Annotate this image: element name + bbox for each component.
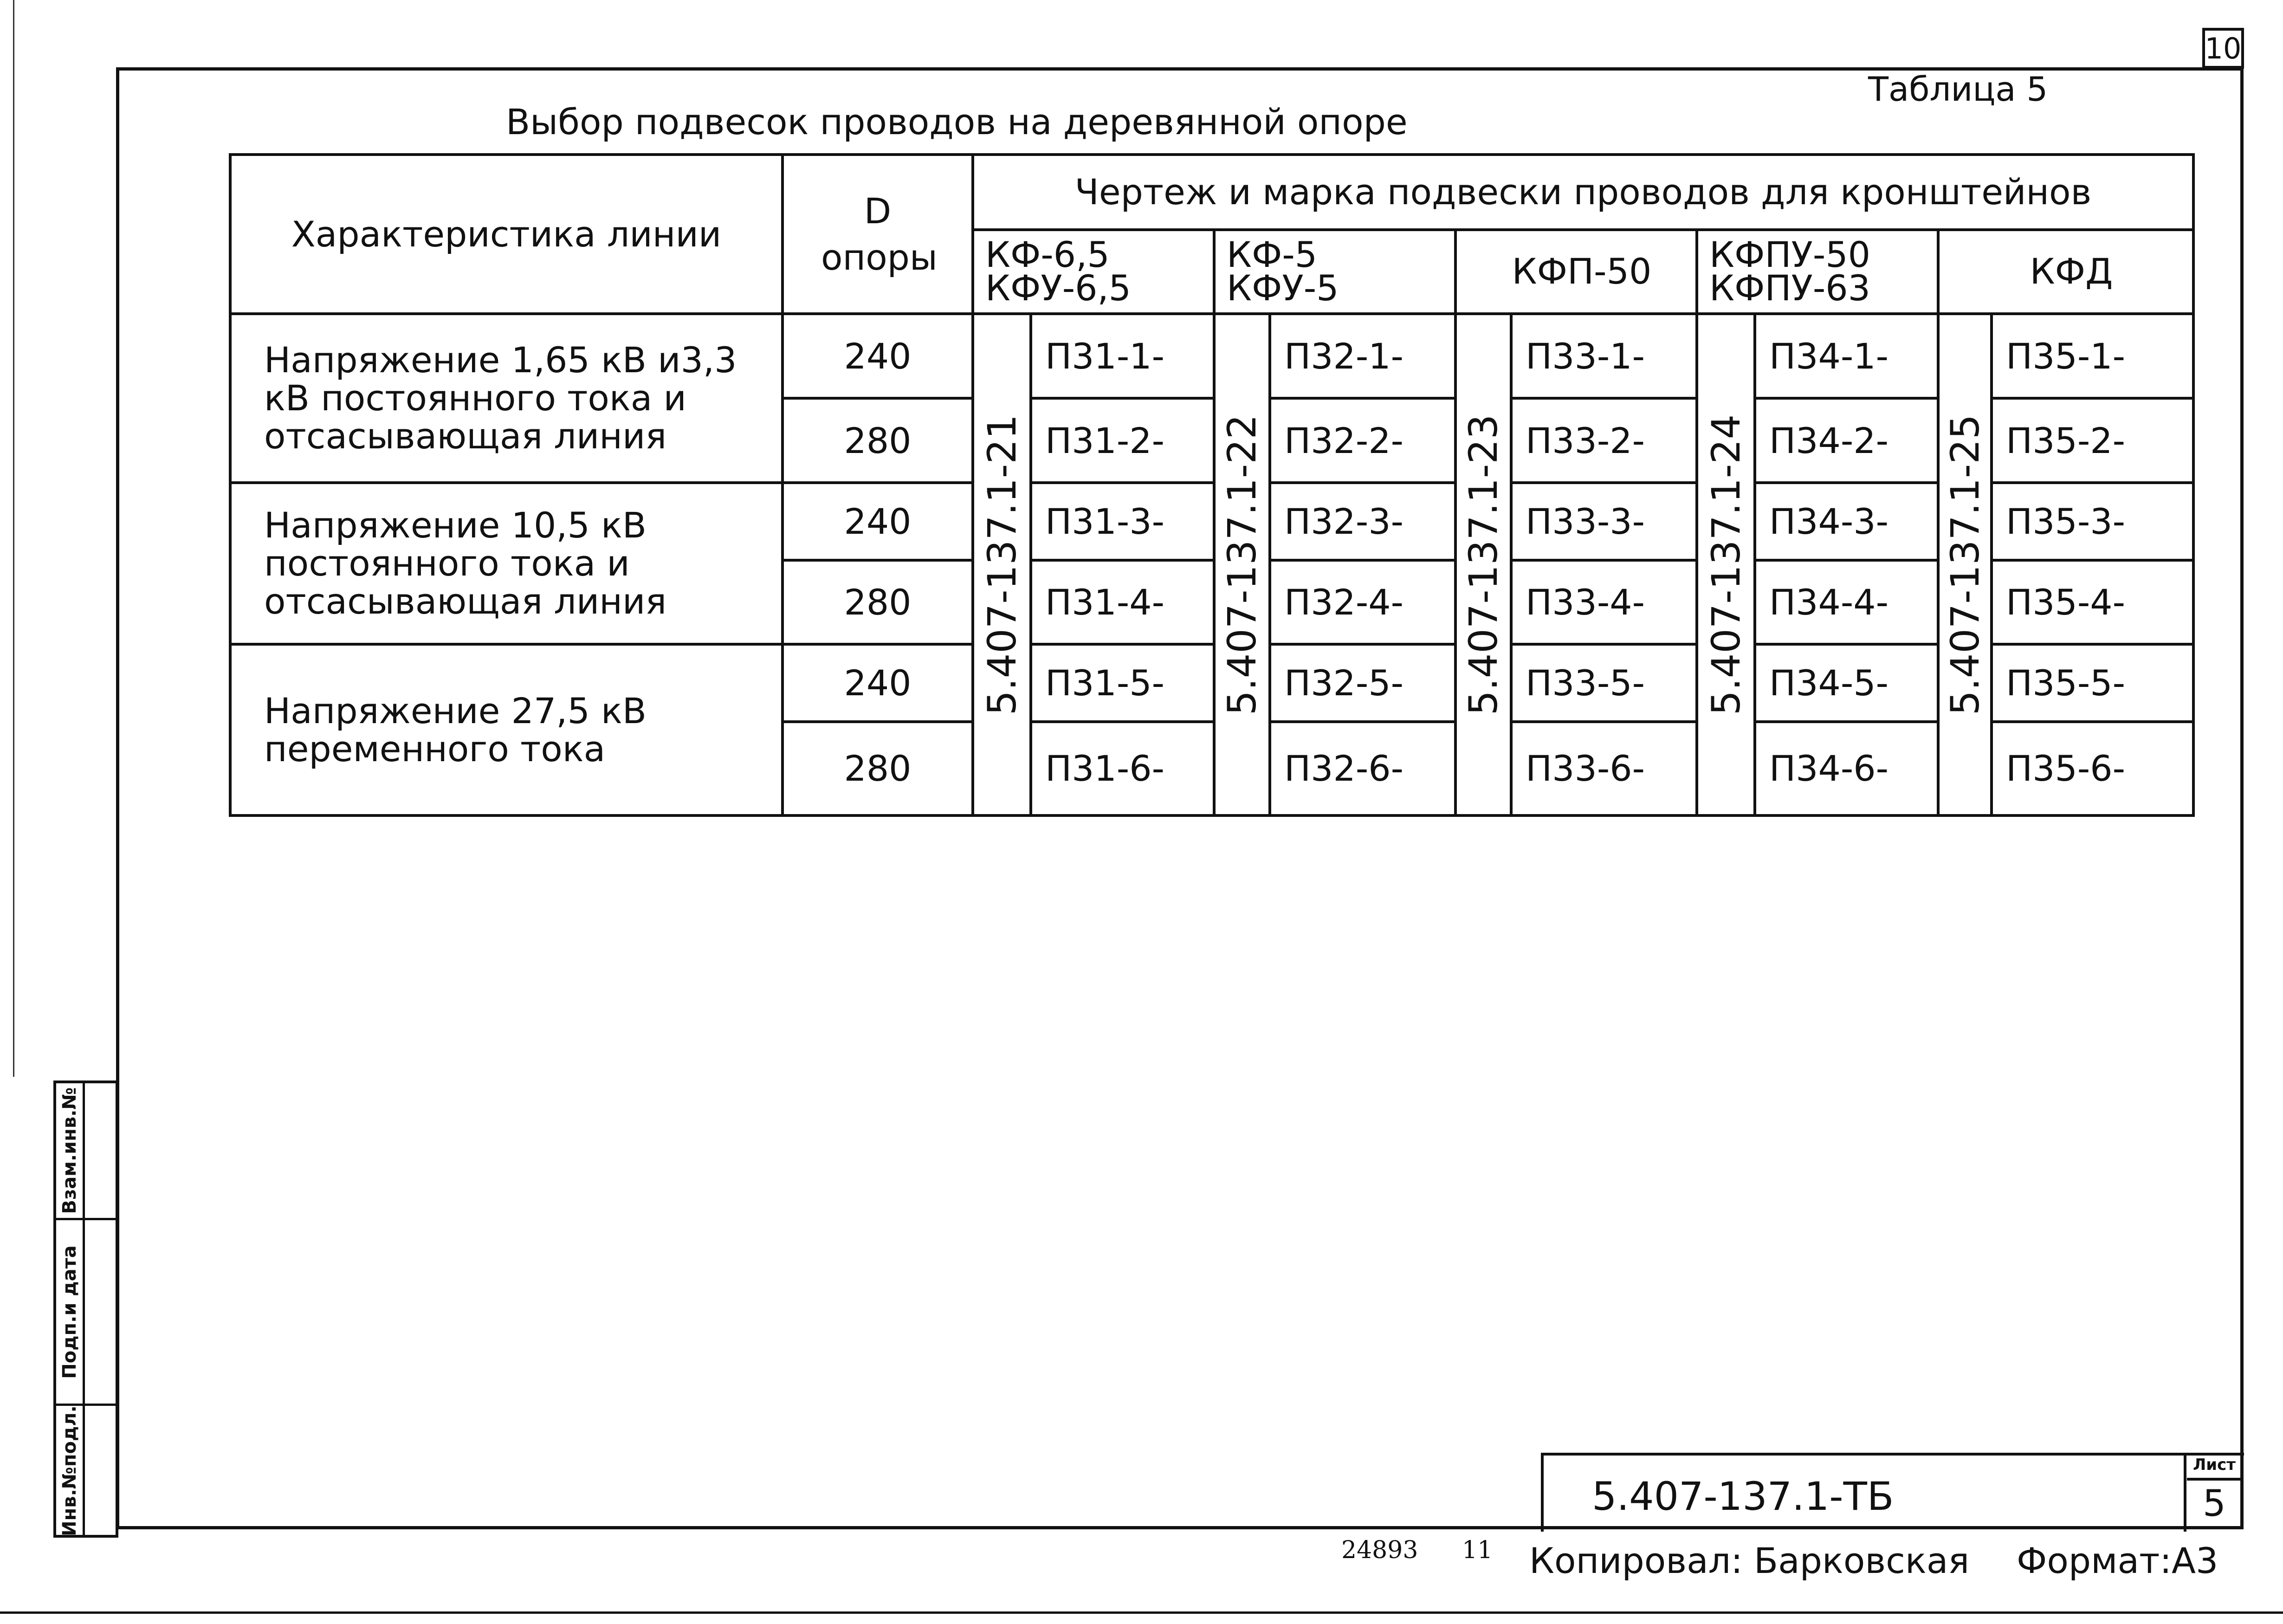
suspension-mark: П33-4- — [1511, 560, 1697, 645]
drawing-number: 5.407-137.1-24 — [1703, 414, 1749, 715]
stamp-label-inv: Инв.№подл. — [56, 1406, 85, 1536]
table-title: Выбор подвесок проводов на деревянной опоре — [506, 101, 1408, 142]
sheet-number: 10 — [2202, 28, 2244, 69]
bracket-label-line2: КФУ-6,5 — [985, 267, 1131, 309]
bottom-rule — [0, 1611, 2283, 1614]
bracket-label-line1: КФП-50 — [1512, 251, 1652, 292]
suspension-mark: П33-6- — [1511, 722, 1697, 815]
bracket-label-line2: КФПУ-63 — [1709, 267, 1870, 309]
bracket-label-line1: КФПУ-50 — [1709, 234, 1870, 276]
drawing-number: 5.407-137.1-21 — [979, 414, 1025, 715]
table-label: Таблица 5 — [1868, 70, 2048, 109]
support-diameter: 280 — [783, 722, 973, 815]
line-characteristic: Напряжение 10,5 кВ постоянного тока и отсасывающая линия — [230, 483, 783, 644]
stamp-cell-inv — [56, 1404, 116, 1536]
bracket-header-1 — [973, 230, 1214, 314]
drawing-number-cell — [973, 314, 1031, 815]
suspension-mark: П35-4- — [1992, 560, 2193, 645]
drawing-number: 5.407-137.1-22 — [1219, 414, 1265, 715]
bracket-label-line2: КФУ-5 — [1227, 267, 1339, 309]
stamp-cell-vzam — [56, 1083, 116, 1218]
margin-line — [13, 0, 14, 1077]
suspension-mark: П34-1- — [1755, 314, 1938, 398]
bracket-label-line1: КФ-6,5 — [985, 234, 1110, 276]
support-diameter: 280 — [783, 560, 973, 645]
stamp-label-vzam: Взам.инв.№ — [56, 1083, 85, 1218]
suspension-mark: П31-2- — [1031, 398, 1214, 483]
header-characteristic: Характеристика линии — [230, 155, 783, 314]
suspension-mark: П35-6- — [1992, 722, 2193, 815]
suspension-mark: П34-6- — [1755, 722, 1938, 815]
table-row — [230, 314, 2193, 398]
copied-by: Копировал: Барковская — [1529, 1540, 1970, 1581]
suspension-mark: П31-5- — [1031, 644, 1214, 722]
suspension-mark: П32-6- — [1270, 722, 1455, 815]
suspension-mark: П31-1- — [1031, 314, 1214, 398]
side-stamp — [53, 1081, 118, 1538]
suspension-mark: П35-5- — [1992, 644, 2193, 722]
header-drawing: Чертеж и марка подвески проводов для кронштейнов — [973, 155, 2193, 230]
drawing-number-cell — [1697, 314, 1755, 815]
suspension-mark: П32-2- — [1270, 398, 1455, 483]
header-d: D опоры — [783, 155, 973, 314]
stamp-label-podp: Подп.и дата — [56, 1220, 85, 1404]
suspension-mark: П35-3- — [1992, 483, 2193, 560]
suspension-mark: П34-5- — [1755, 644, 1938, 722]
bracket-header-5 — [1938, 230, 2193, 314]
bracket-label-line1: КФД — [2030, 251, 2113, 292]
drawing-number-cell — [1938, 314, 1992, 815]
drawing-number: 5.407-137.1-25 — [1942, 414, 1988, 715]
table-row — [230, 483, 2193, 560]
support-diameter: 240 — [783, 483, 973, 560]
stamp-cell-podp — [56, 1218, 116, 1404]
suspension-mark: П34-4- — [1755, 560, 1938, 645]
drawing-number-cell — [1214, 314, 1270, 815]
line-characteristic: Напряжение 27,5 кВ переменного тока — [230, 644, 783, 815]
suspension-mark: П33-1- — [1511, 314, 1697, 398]
copy-count: 11 — [1462, 1536, 1493, 1564]
line-characteristic: Напряжение 1,65 кВ и3,3 кВ постоянного тока и отсасывающая линия — [230, 314, 783, 483]
suspension-mark: П34-2- — [1755, 398, 1938, 483]
document-code: 5.407-137.1-ТБ — [1592, 1474, 1894, 1519]
suspension-mark: П33-2- — [1511, 398, 1697, 483]
header-row-1 — [230, 155, 2193, 230]
suspension-mark: П34-3- — [1755, 483, 1938, 560]
paper-format: Формат:А3 — [2017, 1540, 2218, 1581]
bracket-label-line1: КФ-5 — [1227, 234, 1318, 276]
suspension-mark: П31-3- — [1031, 483, 1214, 560]
suspension-mark: П32-3- — [1270, 483, 1455, 560]
suspension-mark: П35-1- — [1992, 314, 2193, 398]
support-diameter: 240 — [783, 644, 973, 722]
suspension-mark: П33-3- — [1511, 483, 1697, 560]
archive-number: 24893 — [1341, 1536, 1418, 1564]
suspension-table — [229, 153, 2195, 817]
suspension-mark: П31-6- — [1031, 722, 1214, 815]
drawing-number-cell — [1455, 314, 1511, 815]
suspension-mark: П32-5- — [1270, 644, 1455, 722]
bracket-header-4 — [1697, 230, 1938, 314]
support-diameter: 280 — [783, 398, 973, 483]
suspension-mark: П33-5- — [1511, 644, 1697, 722]
suspension-mark: П35-2- — [1992, 398, 2193, 483]
suspension-mark: П32-4- — [1270, 560, 1455, 645]
support-diameter: 240 — [783, 314, 973, 398]
list-label: Лист — [2187, 1453, 2242, 1481]
drawing-number: 5.407-137.1-23 — [1461, 414, 1506, 715]
list-number: 5 — [2203, 1483, 2226, 1525]
bracket-header-3 — [1455, 230, 1697, 314]
table-row — [230, 644, 2193, 722]
suspension-mark: П32-1- — [1270, 314, 1455, 398]
suspension-mark: П31-4- — [1031, 560, 1214, 645]
bracket-header-2 — [1214, 230, 1455, 314]
